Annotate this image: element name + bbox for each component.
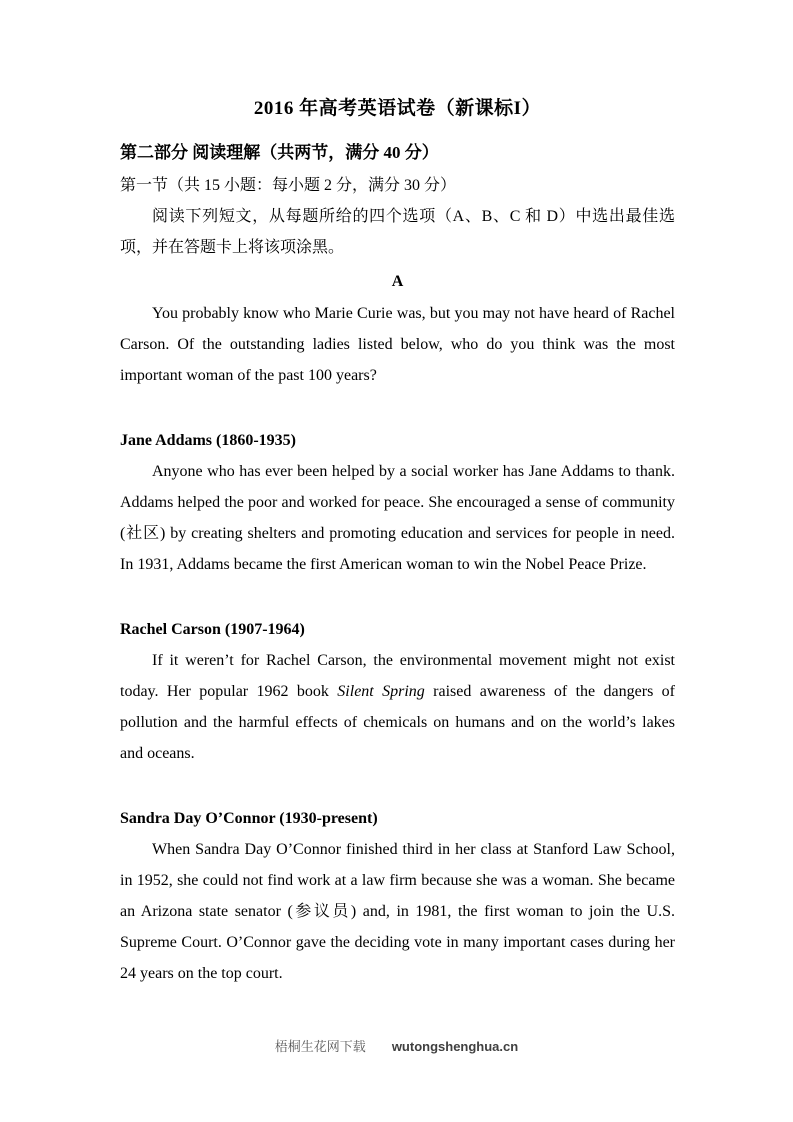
- page-footer: [0, 1036, 793, 1055]
- section-one-line: 第一节（共 15 小题：每小题 2 分，满分 30 分）: [120, 177, 457, 194]
- body-text-before-book-title: If it weren’t for Rachel Carson, the environmental movement might not exist today. Her popular 1962 book: [120, 652, 675, 700]
- profile-jane-addams: [120, 425, 675, 580]
- part-two-heading: 第二部分 阅读理解（共两节，满分 40 分）: [120, 143, 439, 162]
- profile-heading-sandra-day-oconnor: Sandra Day O’Connor (1930-present): [120, 810, 378, 827]
- profile-sandra-day-oconnor: [120, 803, 675, 989]
- instructions-paragraph: 阅读下列短文，从每题所给的四个选项（A、B、C 和 D）中选出最佳选项，并在答题卡上将该项涂黑。: [120, 208, 675, 256]
- profile-heading-rachel-carson: Rachel Carson (1907-1964): [120, 621, 305, 638]
- profile-body-sandra-day-oconnor: When Sandra Day O’Connor finished third in her class at Stanford Law School, in 1952, she could not find work at a law firm because she was a woman. She became an Arizona state senator (参议员) and, in 1981, the first woman to join the U.S. Supreme Court. O’Connor gave the deciding vote in many important cases during her 24 years on the top court.: [120, 841, 675, 982]
- book-title-silent-spring: Silent Spring: [337, 683, 425, 700]
- profile-body-rachel-carson: [120, 645, 675, 769]
- footer-site-name: 梧桐生花网下载: [274, 1039, 366, 1054]
- body-text-after-book-title: raised awareness of the dangers of pollution and the harmful effects of chemicals on humans and on the world’s lakes and oceans.: [120, 683, 676, 762]
- footer-site-url: wutongshenghua.cn: [391, 1039, 519, 1054]
- profile-rachel-carson: [120, 614, 675, 769]
- passage-a-label: A: [391, 273, 404, 290]
- profile-body-jane-addams: Anyone who has ever been helped by a social worker has Jane Addams to thank. Addams helped the poor and worked for peace. She encouraged a sense of community (社区) by creating shelters and promoting education and services for people in need. In 1931, Addams became the first American woman to win the Nobel Peace Prize.: [120, 463, 675, 573]
- passage-intro-paragraph: You probably know who Marie Curie was, but you may not have heard of Rachel Carson. Of the outstanding ladies listed below, who do you think was the most important woman of the past 100 years?: [120, 305, 675, 384]
- page-title: 2016 年高考英语试卷（新课标I）: [253, 98, 542, 119]
- profile-heading-jane-addams: Jane Addams (1860-1935): [120, 432, 297, 449]
